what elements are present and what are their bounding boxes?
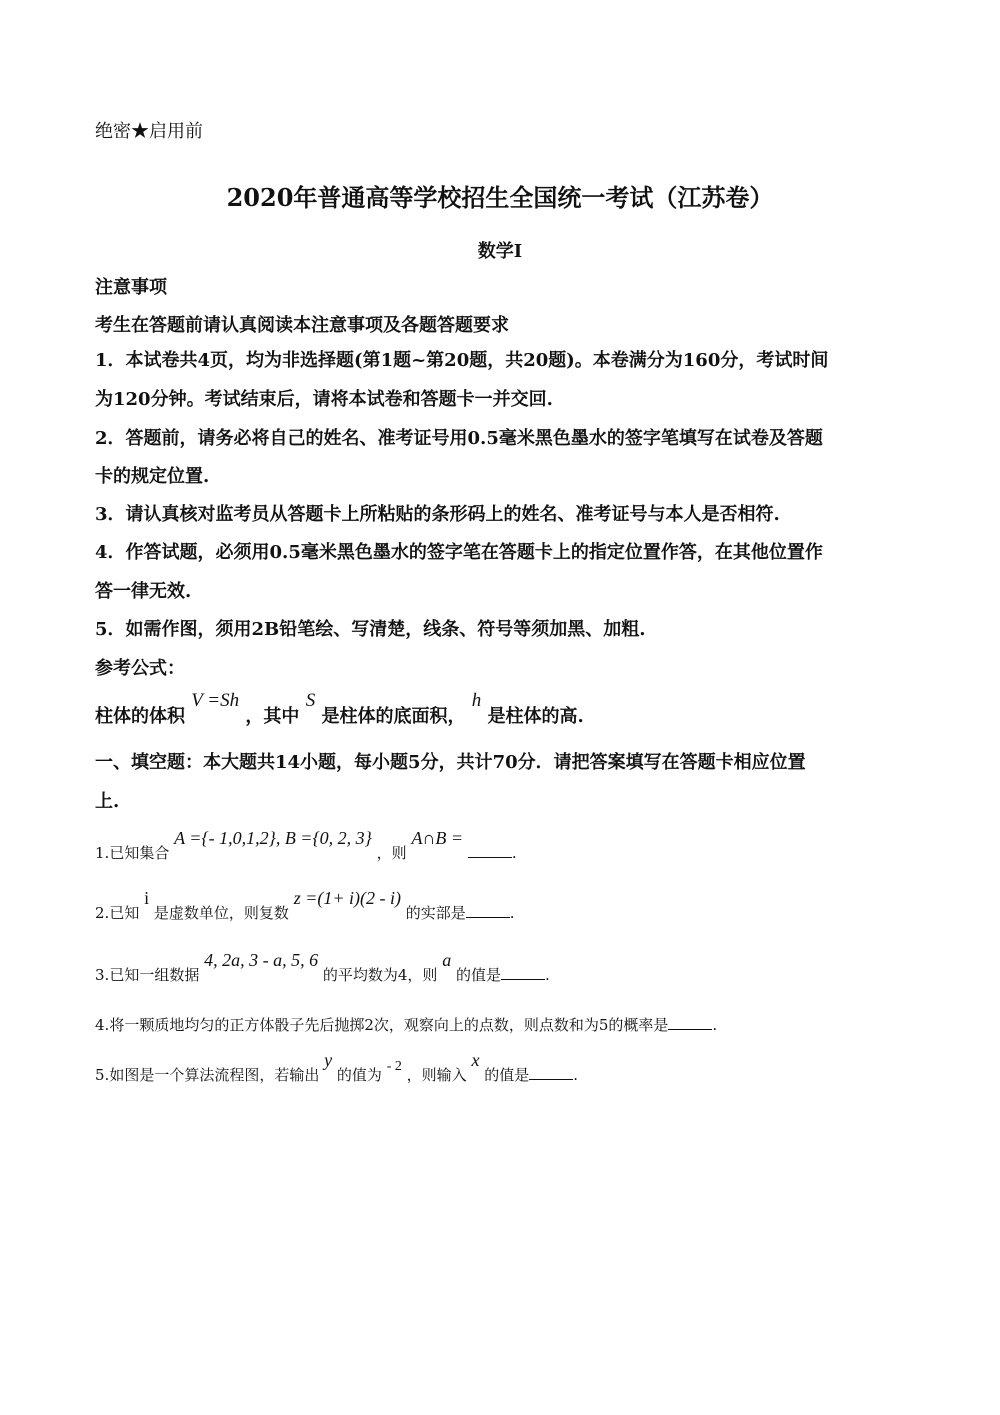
question-5-text-3: ，则输入 [406, 1066, 467, 1084]
question-5-output-value: - 2 [386, 1059, 402, 1074]
notice-item-2-line-2: 卡的规定位置. [95, 466, 210, 487]
notice-item-1-line-2: 为120分钟。考试结束后，请将本试卷和答题卡一并交回. [95, 389, 553, 410]
classification-label: 绝密★启用前 [95, 121, 203, 142]
question-4-number: 4. [95, 1016, 110, 1034]
notice-item-4-line-1: 4．作答试题，必须用0.5毫米黑色墨水的签字笔在答题卡上的指定位置作答，在其他位置作 [95, 542, 823, 563]
question-1-set-expression: A ={- 1,0,1,2}, B ={0, 2, 3} [174, 828, 372, 848]
formula-line [95, 686, 584, 726]
question-5-text-4: 的值是 [484, 1066, 530, 1084]
question-1-text-2: ，则 [376, 844, 407, 862]
question-5-answer-blank[interactable] [529, 1078, 573, 1080]
question-1-number: 1. [95, 844, 110, 862]
formula-symbol-h: h [471, 690, 482, 711]
question-1-end: . [511, 844, 517, 862]
question-2-text-1: 已知 [109, 904, 140, 922]
notice-item-3: 3．请认真核对监考员从答题卡上所粘贴的条形码上的姓名、准考证号与本人是否相符. [95, 504, 780, 525]
notice-item-1-line-1: 1．本试卷共4页，均为非选择题(第1题~第20题，共20题)。本卷满分为160分，考试时间 [95, 350, 829, 371]
question-3-text-3: 的值是 [456, 966, 502, 984]
exam-subtitle: 数学Ⅰ [477, 241, 523, 262]
formula-text-4: 是柱体的高. [487, 706, 584, 727]
question-5-text-2: 的值为 [336, 1066, 382, 1084]
question-5-number: 5. [95, 1066, 110, 1084]
question-3-text-2: 的平均数为4，则 [322, 966, 438, 984]
question-2-imaginary-unit: i [144, 888, 150, 908]
question-3-number: 3. [95, 966, 110, 984]
question-2-end: . [509, 904, 515, 922]
question-2-number: 2. [95, 904, 110, 922]
question-2-complex-expression: z =(1+ i)(2 - i) [293, 888, 401, 908]
notice-item-4-line-2: 答一律无效. [95, 581, 192, 602]
question-3-data-expression: 4, 2a, 3 - a, 5, 6 [204, 950, 319, 970]
question-4 [95, 1014, 717, 1035]
question-3-text-1: 已知一组数据 [109, 966, 200, 984]
question-5 [95, 1050, 578, 1084]
question-1-answer-blank[interactable] [468, 856, 512, 858]
question-2-text-3: 的实部是 [405, 904, 466, 922]
notice-item-5: 5．如需作图，须用2B铅笔绘、写清楚，线条、符号等须加黑、加粗. [95, 619, 646, 640]
formula-symbol-s: S [305, 690, 316, 711]
exam-title: 2020年普通高等学校招生全国统一考试（江苏卷） [226, 183, 774, 212]
section-1-heading-line-2: 上. [95, 791, 120, 812]
question-1 [95, 828, 517, 862]
question-4-text-1: 将一颗质地均匀的正方体骰子先后抛掷2次，观察向上的点数，则点数和为5的概率是 [109, 1016, 669, 1034]
question-5-end: . [573, 1066, 579, 1084]
question-3-end: . [545, 966, 550, 984]
question-4-end: . [712, 1016, 718, 1034]
question-5-text-1: 如图是一个算法流程图，若输出 [109, 1066, 320, 1084]
question-4-answer-blank[interactable] [668, 1028, 712, 1030]
question-3 [95, 950, 550, 984]
formula-text-1: 柱体的体积 [95, 706, 185, 727]
question-1-text-1: 已知集合 [109, 844, 170, 862]
section-1-heading-line-1: 一、填空题：本大题共14小题，每小题5分，共计70分．请把答案填写在答题卡相应位置 [95, 752, 806, 773]
formula-volume-expression: V =Sh [191, 690, 240, 711]
question-5-symbol-x: x [471, 1050, 480, 1070]
question-2-answer-blank[interactable] [466, 916, 510, 918]
question-1-intersection-expression: A∩B = [411, 828, 464, 848]
formula-heading: 参考公式： [95, 658, 185, 679]
formula-text-2: ，其中 [245, 706, 300, 727]
question-3-symbol-a: a [442, 950, 452, 970]
notice-heading: 注意事项 [95, 277, 167, 298]
notice-item-2-line-1: 2．答题前，请务必将自己的姓名、准考证号用0.5毫米黑色墨水的签字笔填写在试卷及答题 [95, 428, 823, 449]
question-3-answer-blank[interactable] [501, 978, 545, 980]
question-5-symbol-y: y [324, 1050, 333, 1070]
question-2 [95, 888, 515, 922]
question-2-text-2: 是虚数单位，则复数 [153, 904, 289, 922]
formula-text-3: 是柱体的底面积， [321, 706, 466, 727]
notice-intro: 考生在答题前请认真阅读本注意事项及各题答题要求 [95, 315, 509, 336]
